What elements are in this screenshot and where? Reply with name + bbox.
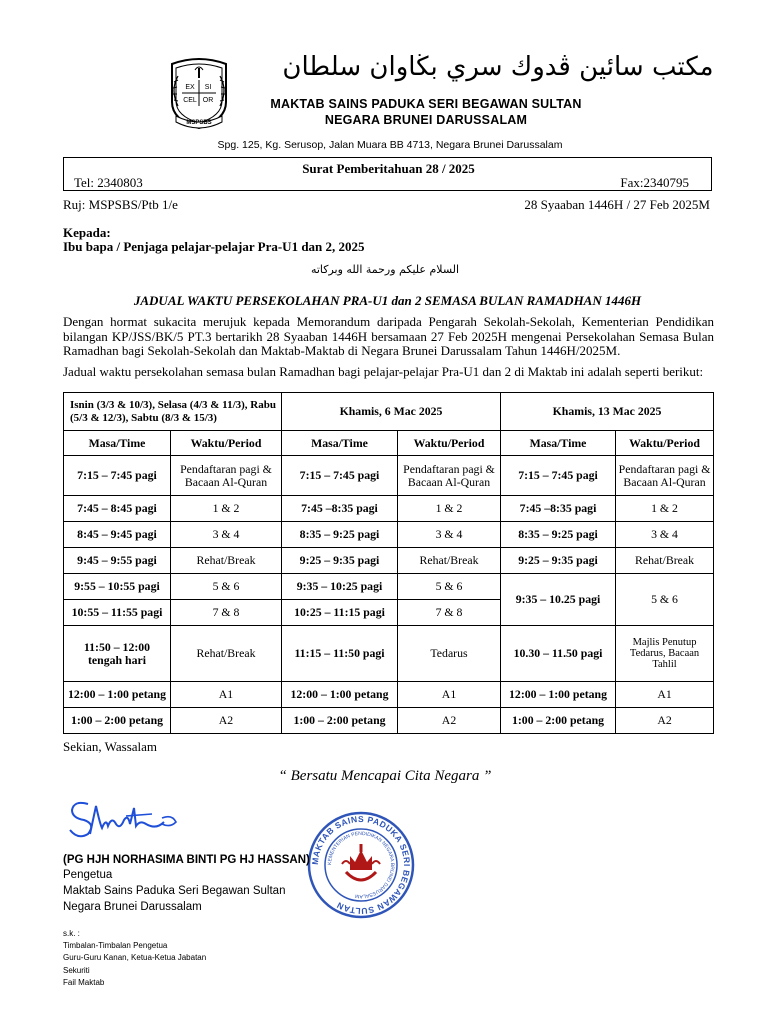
stamp-inner-text: KEMENTERIAN PENDIDIKAN NEGARA BRUNEI DARUSSALAM xyxy=(326,830,396,900)
principal-organisation-country: Negara Brunei Darussalam xyxy=(63,901,202,913)
fax: Fax:2340795 xyxy=(620,175,689,190)
table-row xyxy=(64,682,714,708)
time-cell: 9:35 – 10:25 pagi xyxy=(282,574,398,600)
time-cell: 10.30 – 11.50 pagi xyxy=(501,626,616,682)
column-header: Masa/Time xyxy=(282,431,398,456)
document-title: JADUAL WAKTU PERSEKOLAHAN PRA-U1 dan 2 SEMASA BULAN RAMADHAN 1446H xyxy=(133,293,642,308)
period-cell: 7 & 8 xyxy=(171,600,282,626)
letter-date: 28 Syaaban 1446H / 27 Feb 2025M xyxy=(524,197,710,212)
period-cell: 5 & 6 xyxy=(616,574,714,626)
recipient: Ibu bapa / Penjaga pelajar-pelajar Pra-U1 dan 2, 2025 xyxy=(63,239,365,254)
time-cell: 8:35 – 9:25 pagi xyxy=(501,522,616,548)
recipient-label: Kepada: xyxy=(63,225,111,240)
period-cell: 7 & 8 xyxy=(398,600,501,626)
period-cell: Rehat/Break xyxy=(171,626,282,682)
notice-title: Surat Pemberitahuan 28 / 2025 xyxy=(302,161,475,176)
intro-paragraph: Dengan hormat sukacita merujuk kepada Memorandum daripada Pengarah Sekolah-Sekolah, Kementerian Pendidikan bilangan KP/JSS/BK/5 PT.3 bertarikh 28 Syaaban 1446H bersamaan 27 Feb 2025H mengenai Persekolahan Semasa Bulan Ramadhan bagi Sekolah-Sekolah dan Maktab-Maktab di Negara Brunei Darussalam Tahun 1446H/2025M. xyxy=(63,314,714,359)
time-cell: 9:25 – 9:35 pagi xyxy=(282,548,398,574)
time-cell: 12:00 – 1:00 petang xyxy=(501,682,616,708)
time-cell: 7:15 – 7:45 pagi xyxy=(64,456,171,496)
group-header-thursday-13: Khamis, 13 Mac 2025 xyxy=(501,393,714,431)
school-name-line2: NEGARA BRUNEI DARUSSALAM xyxy=(324,113,528,127)
table-row xyxy=(64,548,714,574)
cc-item: Fail Maktab xyxy=(63,978,105,987)
period-cell: A2 xyxy=(171,708,282,734)
period-cell: 5 & 6 xyxy=(398,574,501,600)
time-cell: 7:45 – 8:45 pagi xyxy=(64,496,171,522)
table-row xyxy=(64,708,714,734)
period-cell: 1 & 2 xyxy=(616,496,714,522)
period-cell: Majlis Penutup Tedarus, Bacaan Tahlil xyxy=(616,626,714,682)
cc-item: Sekuriti xyxy=(63,966,90,975)
time-cell: 11:15 – 11:50 pagi xyxy=(282,626,398,682)
period-cell: A1 xyxy=(398,682,501,708)
table-row xyxy=(64,496,714,522)
period-cell: 3 & 4 xyxy=(616,522,714,548)
schedule-intro-paragraph: Jadual waktu persekolahan semasa bulan Ramadhan bagi pelajar-pelajar Pra-U1 dan 2 di Maktab ini adalah seperti berikut: xyxy=(63,364,704,379)
column-header: Waktu/Period xyxy=(398,431,501,456)
time-cell: 9:55 – 10:55 pagi xyxy=(64,574,171,600)
time-cell: 9:25 – 9:35 pagi xyxy=(501,548,616,574)
time-cell: 8:45 – 9:45 pagi xyxy=(64,522,171,548)
column-header: Waktu/Period xyxy=(616,431,714,456)
time-cell: 7:45 –8:35 pagi xyxy=(501,496,616,522)
school-address: Spg. 125, Kg. Serusop, Jalan Muara BB 4713, Negara Brunei Darussalam xyxy=(217,139,563,151)
period-cell: 3 & 4 xyxy=(171,522,282,548)
period-cell: Pendaftaran pagi & Bacaan Al-Quran xyxy=(171,456,282,496)
school-crest-logo xyxy=(164,56,234,132)
crest-text-right: SI xyxy=(204,84,212,91)
time-cell: 12:00 – 1:00 petang xyxy=(64,682,171,708)
period-cell: A1 xyxy=(171,682,282,708)
table-row xyxy=(64,626,714,682)
period-cell: A2 xyxy=(398,708,501,734)
period-cell: A2 xyxy=(616,708,714,734)
principal-organisation: Maktab Sains Paduka Seri Begawan Sultan xyxy=(63,885,286,897)
period-cell: Rehat/Break xyxy=(171,548,282,574)
period-cell: A1 xyxy=(616,682,714,708)
time-cell: 9:45 – 9:55 pagi xyxy=(64,548,171,574)
principal-name: (PG HJH NORHASIMA BINTI PG HJ HASSAN) xyxy=(63,854,310,866)
time-cell: 7:15 – 7:45 pagi xyxy=(501,456,616,496)
signature xyxy=(66,794,186,844)
table-row xyxy=(64,393,714,431)
period-cell: 1 & 2 xyxy=(398,496,501,522)
arabic-greeting: السلام عليكم ورحمة الله وبركاته xyxy=(310,263,460,276)
time-cell: 10:25 – 11:15 pagi xyxy=(282,600,398,626)
closing-line: Sekian, Wassalam xyxy=(63,739,158,754)
motto: “ Bersatu Mencapai Cita Negara ” xyxy=(278,768,492,784)
notice-box xyxy=(63,157,712,191)
stamp-outer-text: MAKTAB SAINS PADUKA SERI BEGAWAN SULTAN xyxy=(309,813,413,917)
table-row xyxy=(64,456,714,496)
time-cell: 10:55 – 11:55 pagi xyxy=(64,600,171,626)
time-cell: 1:00 – 2:00 petang xyxy=(64,708,171,734)
crest-text-left: EX xyxy=(185,84,195,91)
table-row xyxy=(64,574,714,600)
telephone: Tel: 2340803 xyxy=(74,175,143,190)
group-header-thursday-6: Khamis, 6 Mac 2025 xyxy=(282,393,501,431)
time-cell: 1:00 – 2:00 petang xyxy=(282,708,398,734)
column-header: Masa/Time xyxy=(64,431,171,456)
time-cell: 8:35 – 9:25 pagi xyxy=(282,522,398,548)
time-cell: 12:00 – 1:00 petang xyxy=(282,682,398,708)
column-header: Waktu/Period xyxy=(171,431,282,456)
crest-text-bottom-left: CEL xyxy=(183,97,197,104)
period-cell: Rehat/Break xyxy=(398,548,501,574)
cc-label: s.k. : xyxy=(63,929,80,938)
time-cell: 7:15 – 7:45 pagi xyxy=(282,456,398,496)
table-row xyxy=(64,522,714,548)
group-header-weekdays: Isnin (3/3 & 10/3), Selasa (4/3 & 11/3), Rabu (5/3 & 12/3), Sabtu (8/3 & 15/3) xyxy=(64,393,282,431)
official-stamp xyxy=(306,810,416,920)
time-cell: 7:45 –8:35 pagi xyxy=(282,496,398,522)
time-cell: 11:50 – 12:00 tengah hari xyxy=(64,626,171,682)
principal-title: Pengetua xyxy=(63,869,113,881)
period-cell: Rehat/Break xyxy=(616,548,714,574)
period-cell: Pendaftaran pagi & Bacaan Al-Quran xyxy=(398,456,501,496)
table-header-row xyxy=(64,431,714,456)
period-cell: 1 & 2 xyxy=(171,496,282,522)
period-cell: 3 & 4 xyxy=(398,522,501,548)
column-header: Masa/Time xyxy=(501,431,616,456)
time-cell: 1:00 – 2:00 petang xyxy=(501,708,616,734)
period-cell: 5 & 6 xyxy=(171,574,282,600)
time-cell: 9:35 – 10.25 pagi xyxy=(501,574,616,626)
brunei-emblem-icon xyxy=(342,844,380,880)
period-cell: Tedarus xyxy=(398,626,501,682)
crest-ribbon-text: MSPSBS xyxy=(186,120,212,126)
school-name-arabic: مكتب سائين ڤدوك سري بڬاوان سلطان xyxy=(282,52,714,82)
cc-item: Timbalan-Timbalan Pengetua xyxy=(63,941,168,950)
cc-item: Guru-Guru Kanan, Ketua-Ketua Jabatan xyxy=(63,953,207,962)
crest-text-bottom-right: OR xyxy=(202,97,214,104)
schedule-table xyxy=(63,392,714,734)
reference-number: Ruj: MSPSBS/Ptb 1/e xyxy=(63,197,178,212)
period-cell: Pendaftaran pagi & Bacaan Al-Quran xyxy=(616,456,714,496)
school-name-line1: MAKTAB SAINS PADUKA SERI BEGAWAN SULTAN xyxy=(270,97,582,111)
